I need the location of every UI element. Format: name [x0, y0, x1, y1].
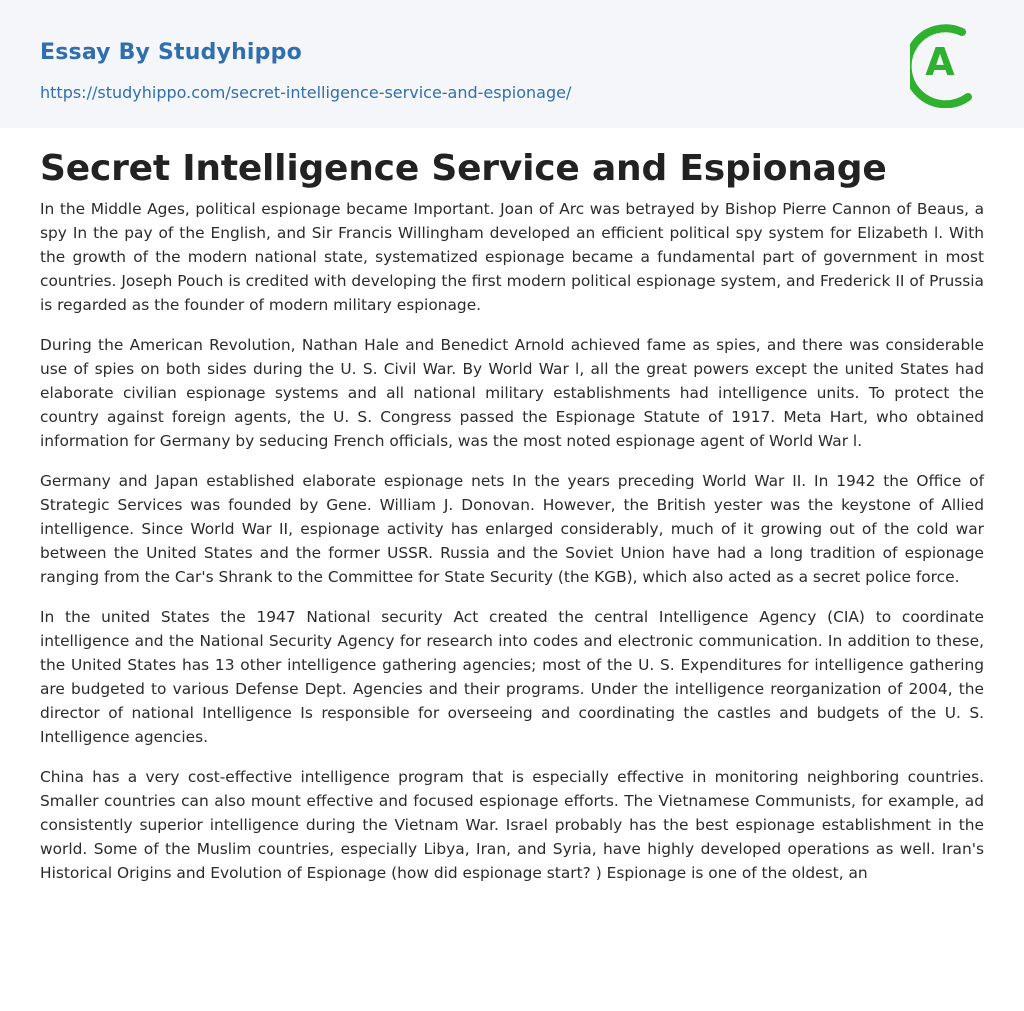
logo-letter: A	[925, 40, 955, 84]
studyhippo-logo[interactable]	[910, 18, 990, 108]
article-paragraph: In the united States the 1947 National security Act created the central Intelligence Agency (CIA) to coordinate intelligence and the National Security Agency for research into codes and electronic communication. In addition to these, the United States has 13 other intelligence gathering agencies; most of the U. S. Expenditures for intelligence gathering are budgeted to various Defense Dept. Agencies and their programs. Under the intelligence reorganization of 2004, the director of national Intelligence Is responsible for overseeing and coordinating the castles and budgets of the U. S. Intelligence agencies.	[40, 608, 984, 746]
article-paragraph: China has a very cost-effective intelligence program that is especially effective in monitoring neighboring countries. Smaller countries can also mount effective and focused espionage efforts. The Vietnamese Communists, for example, ad consistently superior intelligence during the Vietnam War. Israel probably has the best espionage establishment in the world. Some of the Muslim countries, especially Libya, Iran, and Syria, have highly developed operations as well. Iran's Historical Origins and Evolution of Espionage (how did espionage start? ) Espionage is one of the oldest, an	[40, 768, 984, 882]
article-paragraph: In the Middle Ages, political espionage became Important. Joan of Arc was betrayed by Bishop Pierre Cannon of Beaus, a spy In the pay of the English, and Sir Francis Willingham developed an efficient political spy system for Elizabeth l. With the growth of the modern national state, systematized espionage became a fundamental part of government in most countries. Joseph Pouch is credited with developing the first modern political espionage system, and Frederick II of Prussia is regarded as the founder of modern military espionage.	[40, 200, 984, 314]
article-title: Secret Intelligence Service and Espionage	[40, 148, 887, 189]
logo-icon	[910, 18, 990, 108]
article-paragraph: Germany and Japan established elaborate espionage nets In the years preceding World War II. In 1942 the Office of Strategic Services was founded by Gene. William J. Donovan. However, the British yester was the keystone of Allied intelligence. Since World War II, espionage activity has enlarged considerably, much of it growing out of the cold war between the United States and the former USSR. Russia and the Soviet Union have had a long tradition of espionage ranging from the Car's Shrank to the Committee for State Security (the KGB), which also acted as a secret police force.	[40, 472, 984, 586]
article-url-link[interactable]: https://studyhippo.com/secret-intelligence-service-and-espionage/	[40, 83, 572, 102]
page-header	[0, 0, 1024, 128]
site-brand[interactable]: Essay By Studyhippo	[40, 40, 302, 65]
article-main	[0, 128, 1024, 885]
article-paragraph: During the American Revolution, Nathan Hale and Benedict Arnold achieved fame as spies, and there was considerable use of spies on both sides during the U. S. Civil War. By World War l, all the great powers except the united States had elaborate civilian espionage systems and all national military establishments had intelligence units. To protect the country against foreign agents, the U. S. Congress passed the Espionage Statute of 1917. Meta Hart, who obtained information for Germany by seducing French officials, was the most noted espionage agent of World War l.	[40, 336, 984, 450]
